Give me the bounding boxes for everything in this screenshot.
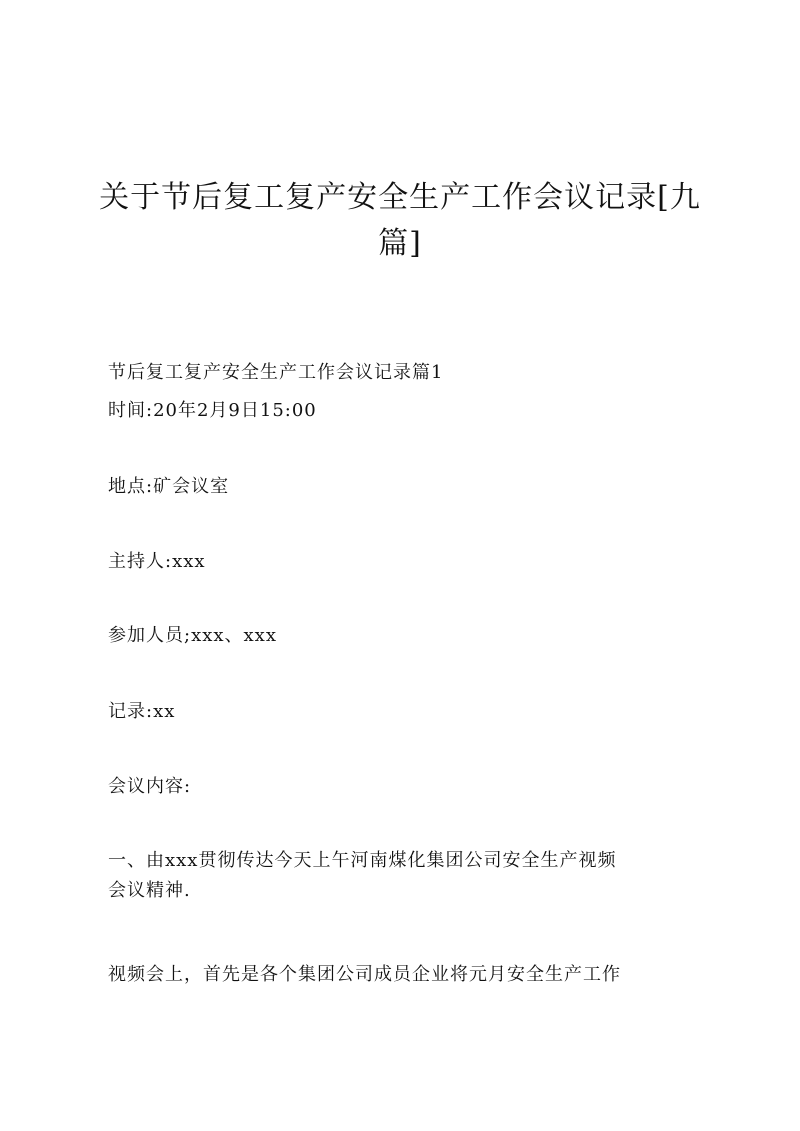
section-heading: 节后复工复产安全生产工作会议记录篇1 xyxy=(108,362,444,383)
meeting-time: 时间:20年2月9日15:00 xyxy=(108,400,317,421)
meeting-location: 地点:矿会议室 xyxy=(108,476,230,497)
agenda-item-1-line-1: 一、由xxx贯彻传达今天上午河南煤化集团公司安全生产视频 xyxy=(108,850,617,871)
meeting-content-label: 会议内容: xyxy=(108,776,192,797)
meeting-attendees: 参加人员;xxx、xxx xyxy=(108,625,277,646)
document-title xyxy=(0,175,800,267)
paragraph-1: 视频会上，首先是各个集团公司成员企业将元月安全生产工作 xyxy=(108,964,621,985)
title-line-2: 篇] xyxy=(378,226,422,262)
title-line-1: 关于节后复工复产安全生产工作会议记录[九 xyxy=(99,180,701,216)
meeting-recorder: 记录:xx xyxy=(108,701,176,722)
agenda-item-1-line-2: 会议精神. xyxy=(108,880,191,901)
meeting-host: 主持人:xxx xyxy=(108,551,206,572)
agenda-item-1 xyxy=(108,846,698,906)
